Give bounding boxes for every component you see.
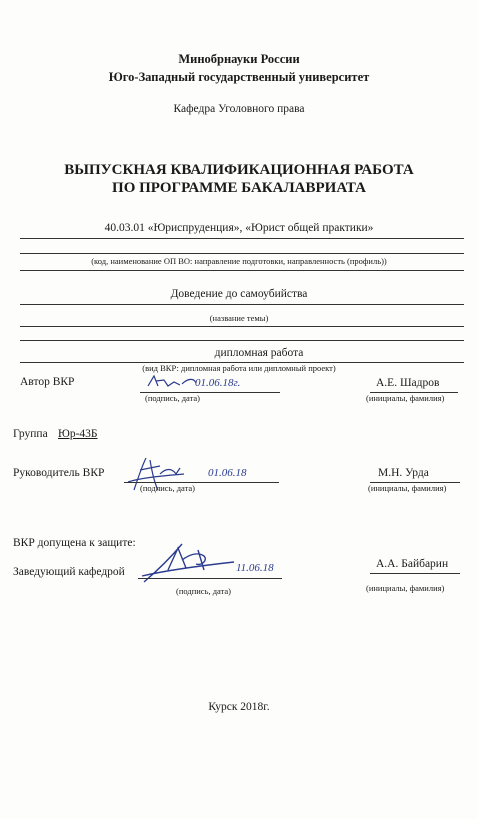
head-sign-date: 11.06.18 — [236, 562, 274, 574]
head-of-department-label: Заведующий кафедрой — [13, 566, 125, 578]
city-year: Курск 2018г. — [208, 701, 270, 713]
topic-line3 — [20, 340, 464, 341]
supervisor-sign-date: 01.06.18 — [208, 467, 247, 479]
program-underline — [20, 238, 464, 239]
work-type-value: дипломная работа — [214, 347, 304, 359]
supervisor-name-caption: (инициалы, фамилия) — [368, 483, 447, 493]
admission-label: ВКР допущена к защите: — [13, 537, 136, 549]
author-label: Автор ВКР — [20, 376, 75, 388]
supervisor-sign-caption: (подпись, дата) — [140, 483, 196, 493]
topic-line2 — [20, 326, 464, 327]
group-label: Группа — [13, 428, 48, 440]
document-title-line2: ПО ПРОГРАММЕ БАКАЛАВРИАТА — [112, 180, 366, 196]
program-line2 — [20, 253, 464, 254]
document-title-line1: ВЫПУСКНАЯ КВАЛИФИКАЦИОННАЯ РАБОТА — [64, 162, 414, 178]
ministry-name: Минобрнауки России — [178, 52, 300, 66]
head-sign-caption: (подпись, дата) — [176, 586, 232, 596]
author-sign-caption: (подпись, дата) — [145, 393, 201, 403]
supervisor-name: М.Н. Урда — [378, 467, 429, 479]
head-name-caption: (инициалы, фамилия) — [366, 583, 445, 593]
university-name: Юго-Западный государственный университет — [108, 70, 370, 84]
topic-caption: (название темы) — [209, 313, 269, 323]
head-name-line — [370, 573, 460, 574]
author-sign-date: 01.06.18г. — [195, 377, 241, 389]
head-signature — [138, 540, 248, 586]
head-name: А.А. Байбарин — [376, 558, 449, 570]
supervisor-label: Руководитель ВКР — [13, 467, 105, 479]
program-value: 40.03.01 «Юриспруденция», «Юрист общей практики» — [104, 222, 374, 234]
author-name-caption: (инициалы, фамилия) — [366, 393, 445, 403]
head-sign-line — [138, 578, 282, 579]
topic-value: Доведение до самоубийства — [170, 288, 308, 300]
topic-underline — [20, 304, 464, 305]
program-line3 — [20, 270, 464, 271]
group-value: Юр-43Б — [58, 428, 98, 440]
work-type-caption: (вид ВКР: дипломная работа или дипломный проект) — [142, 363, 336, 373]
department-name: Кафедра Уголовного права — [173, 103, 305, 115]
program-caption: (код, наименование ОП ВО: направление подготовки, направленность (профиль)) — [91, 256, 387, 266]
author-name: А.Е. Шадров — [376, 377, 440, 389]
